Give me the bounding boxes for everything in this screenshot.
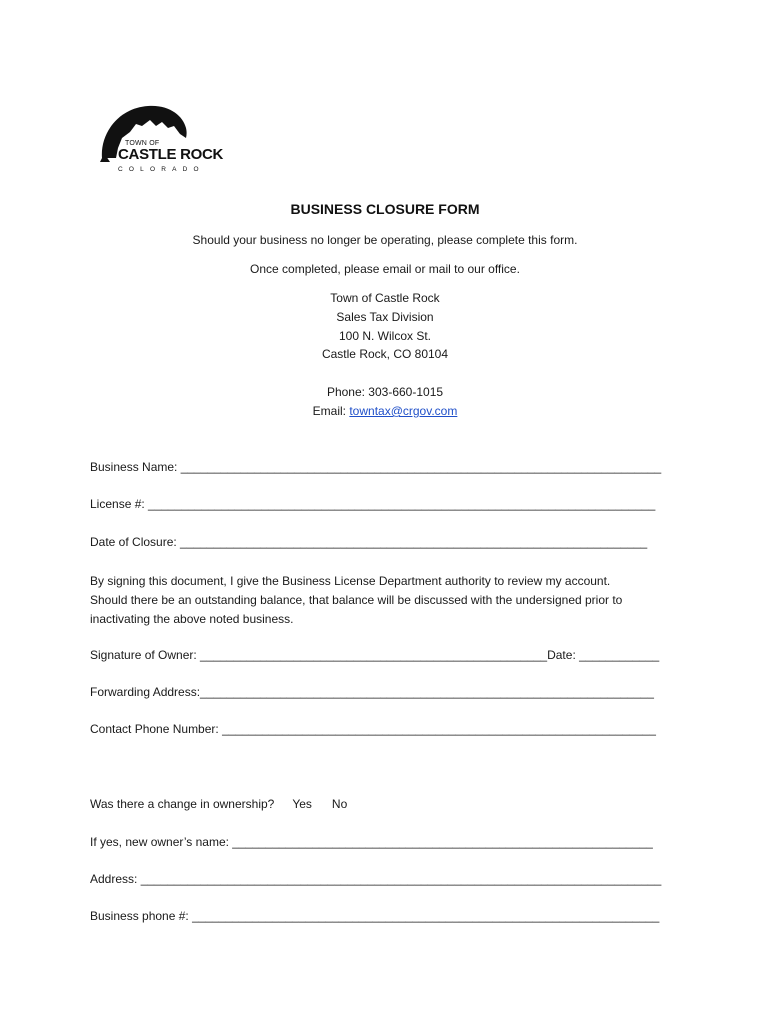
license-field[interactable]: License #: ____________________________________________________________________________ — [90, 497, 656, 511]
ownership-question: Was there a change in ownership? — [90, 797, 275, 811]
address-city: Castle Rock, CO 80104 — [321, 347, 449, 361]
address-division: Sales Tax Division — [336, 310, 434, 324]
form-title: BUSINESS CLOSURE FORM — [290, 201, 480, 217]
authority-line-1: By signing this document, I give the Business License Department authority to review my account. — [90, 574, 611, 588]
authority-statement — [90, 572, 690, 629]
new-owner-name-field[interactable]: If yes, new owner’s name: _______________________________________________________________ — [90, 835, 653, 849]
date-of-closure-field[interactable]: Date of Closure: ______________________________________________________________________ — [90, 535, 648, 549]
logo-castle-rock: CASTLE ROCK — [118, 146, 224, 163]
authority-line-2: Should there be an outstanding balance, that balance will be discussed with the undersigned prior to — [90, 593, 623, 607]
ownership-no-option[interactable]: No — [331, 797, 348, 811]
signature-field[interactable]: Signature of Owner: ____________________________________________________Date: ____________ — [90, 648, 660, 662]
logo-town-of: TOWN OF — [125, 140, 160, 147]
ownership-yes-option[interactable]: Yes — [292, 797, 312, 811]
intro-line-1: Should your business no longer be operating, please complete this form. — [192, 233, 578, 247]
email-link[interactable]: towntax@crgov.com — [349, 404, 458, 418]
contact-email-label: Email: — [312, 404, 350, 418]
authority-line-3: inactivating the above noted business. — [90, 612, 294, 626]
business-name-field[interactable]: Business Name: ________________________________________________________________________ — [90, 460, 662, 474]
contact-phone-field[interactable]: Contact Phone Number: _________________________________________________________________ — [90, 722, 656, 736]
contact-phone: Phone: 303-660-1015 — [326, 385, 444, 399]
business-phone-field[interactable]: Business phone #: ______________________________________________________________________ — [90, 909, 660, 923]
forwarding-address-field[interactable]: Forwarding Address:____________________________________________________________________ — [90, 685, 654, 699]
contact-email-line — [0, 404, 770, 418]
ownership-change-row — [90, 797, 347, 811]
town-logo — [96, 104, 224, 176]
address-org: Town of Castle Rock — [330, 291, 440, 305]
address-field[interactable]: Address: ______________________________________________________________________________ — [90, 872, 662, 886]
intro-line-2: Once completed, please email or mail to our office. — [250, 262, 520, 276]
logo-colorado: COLORADO — [118, 166, 205, 173]
address-street: 100 N. Wilcox St. — [338, 329, 432, 343]
